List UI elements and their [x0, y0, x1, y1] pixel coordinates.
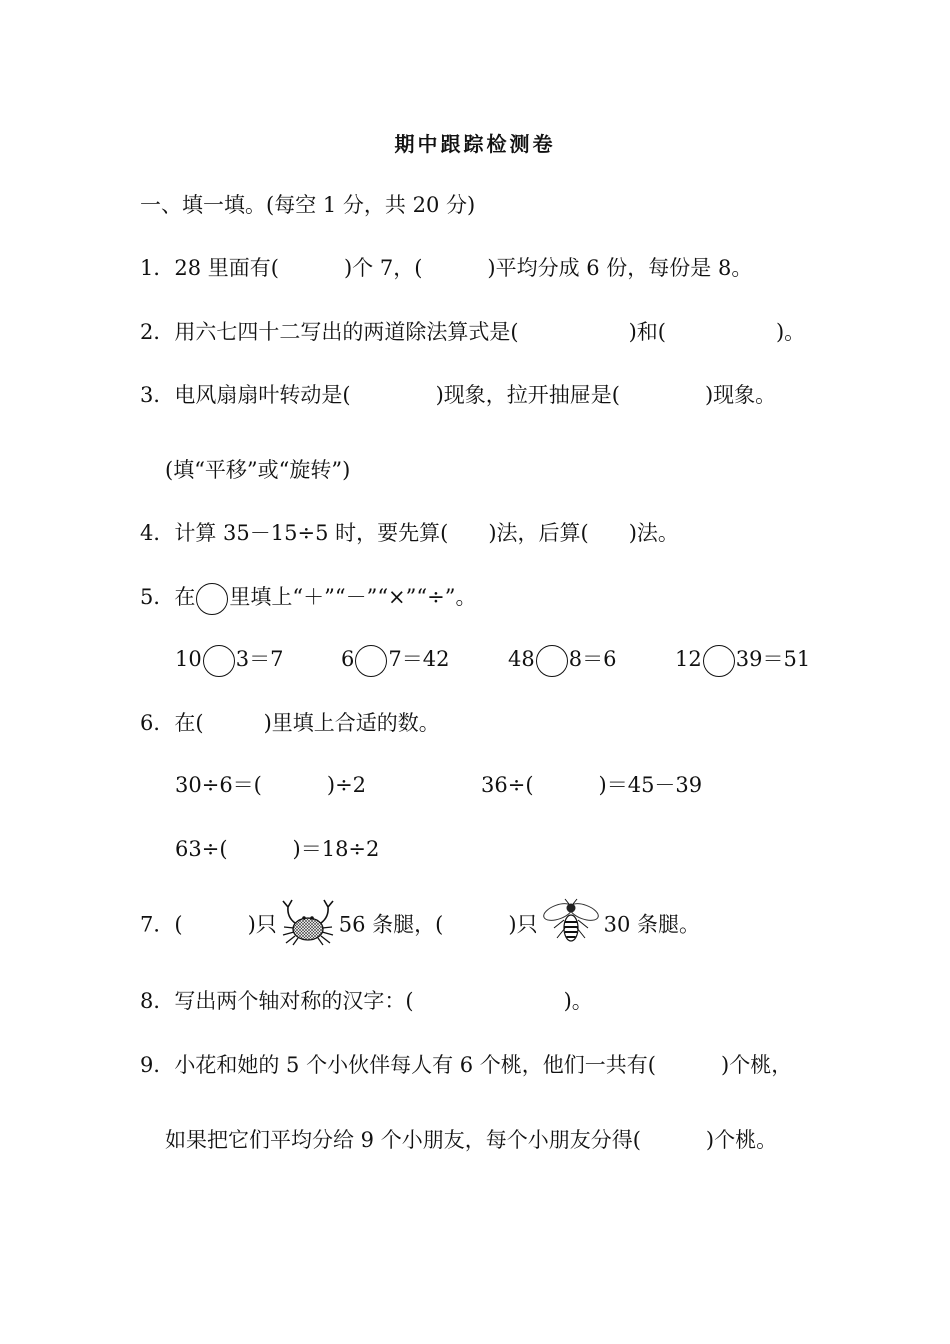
section-heading: 一、填一填。(每空 1 分，共 20 分): [140, 193, 476, 217]
eq-right: 39＝51: [735, 647, 811, 671]
eq-right: 3＝7: [235, 647, 284, 671]
q9-text-c: 如果把它们平均分给 9 个小朋友，每个小朋友分得(: [165, 1128, 641, 1152]
q6-text-a: 在(: [174, 711, 204, 735]
question-5: [140, 582, 476, 615]
q1-text-b: )个 7，(: [343, 256, 423, 280]
q3-text-a: 电风扇扇叶转动是(: [174, 383, 351, 407]
eq-left: 48: [508, 647, 535, 671]
question-6: [140, 708, 440, 738]
q8-text-b: )。: [563, 989, 593, 1013]
question-8: [140, 986, 593, 1016]
q5-text-b: 里填上“＋”“－”“×”“÷”。: [229, 585, 477, 609]
q9-text-d: )个桃。: [705, 1128, 778, 1152]
q9-text-a: 小花和她的 5 个小伙伴每人有 6 个桃，他们一共有(: [174, 1053, 656, 1077]
q4-text-c: )法。: [628, 521, 679, 545]
q7-text-e: 30 条腿。: [603, 912, 700, 937]
bee-icon: [540, 898, 602, 954]
question-number: 4．: [140, 521, 175, 545]
q6-equation-2: [481, 770, 702, 800]
q5-equation-2: [341, 644, 449, 677]
q7-text-d: )只: [508, 912, 538, 937]
q4-text-b: )法，后算(: [488, 521, 589, 545]
eq-left: 12: [675, 647, 702, 671]
eq-right: 8＝6: [568, 647, 617, 671]
q7-text-c: 56 条腿，(: [338, 912, 444, 937]
q7-text-b: )只: [247, 912, 277, 937]
q1-text-c: )平均分成 6 份，每份是 8。: [487, 256, 753, 280]
operator-circle[interactable]: [203, 645, 235, 677]
question-number: 5．: [140, 585, 175, 609]
q7-text-a: (: [174, 912, 183, 937]
eq-right: )＝18÷2: [292, 837, 380, 861]
question-2: [140, 317, 805, 347]
crab-icon: [279, 897, 337, 955]
q8-text-a: 写出两个轴对称的汉字：(: [174, 989, 414, 1013]
q3-text-b: )现象，拉开抽屉是(: [435, 383, 620, 407]
operator-circle[interactable]: [355, 645, 387, 677]
q4-text-a: 计算 35－15÷5 时，要先算(: [174, 521, 449, 545]
q5-equation-1: [175, 644, 283, 677]
q6-equation-3: [175, 834, 379, 864]
q6-text-b: )里填上合适的数。: [263, 711, 440, 735]
q2-text-b: )和(: [628, 320, 666, 344]
eq-right: )÷2: [326, 773, 367, 797]
question-9: [140, 1050, 792, 1080]
question-number: 6．: [140, 711, 175, 735]
question-number: 3．: [140, 383, 175, 407]
question-1: [140, 253, 752, 283]
eq-left: 30÷6＝(: [175, 773, 262, 797]
q5-text-a: 在: [174, 585, 196, 609]
eq-left: 6: [341, 647, 355, 671]
question-7: [140, 897, 700, 955]
question-number: 1．: [140, 256, 175, 280]
question-9-continued: [165, 1125, 777, 1155]
eq-left: 10: [175, 647, 202, 671]
q5-equation-4: [675, 644, 810, 677]
q3-note: (填“平移”或“旋转”): [165, 458, 351, 482]
question-3: [140, 380, 776, 410]
q9-text-b: )个桃，: [721, 1053, 793, 1077]
q1-text-a: 28 里面有(: [174, 256, 279, 280]
question-number: 7．: [140, 912, 175, 937]
page-title: 期中跟踪检测卷: [394, 132, 556, 156]
q2-text-c: )。: [775, 320, 806, 344]
question-number: 8．: [140, 989, 175, 1013]
question-4: [140, 518, 679, 548]
eq-left: 36÷(: [481, 773, 534, 797]
q3-text-c: )现象。: [704, 383, 777, 407]
question-number: 2．: [140, 320, 175, 344]
q6-equation-1: [175, 770, 366, 800]
q5-equation-3: [508, 644, 616, 677]
eq-right: 7＝42: [388, 647, 450, 671]
question-number: 9．: [140, 1053, 175, 1077]
operator-circle[interactable]: [703, 645, 735, 677]
eq-left: 63÷(: [175, 837, 228, 861]
q2-text-a: 用六七四十二写出的两道除法算式是(: [174, 320, 519, 344]
operator-circle[interactable]: [536, 645, 568, 677]
eq-right: )＝45－39: [598, 773, 703, 797]
operator-circle: [196, 583, 228, 615]
